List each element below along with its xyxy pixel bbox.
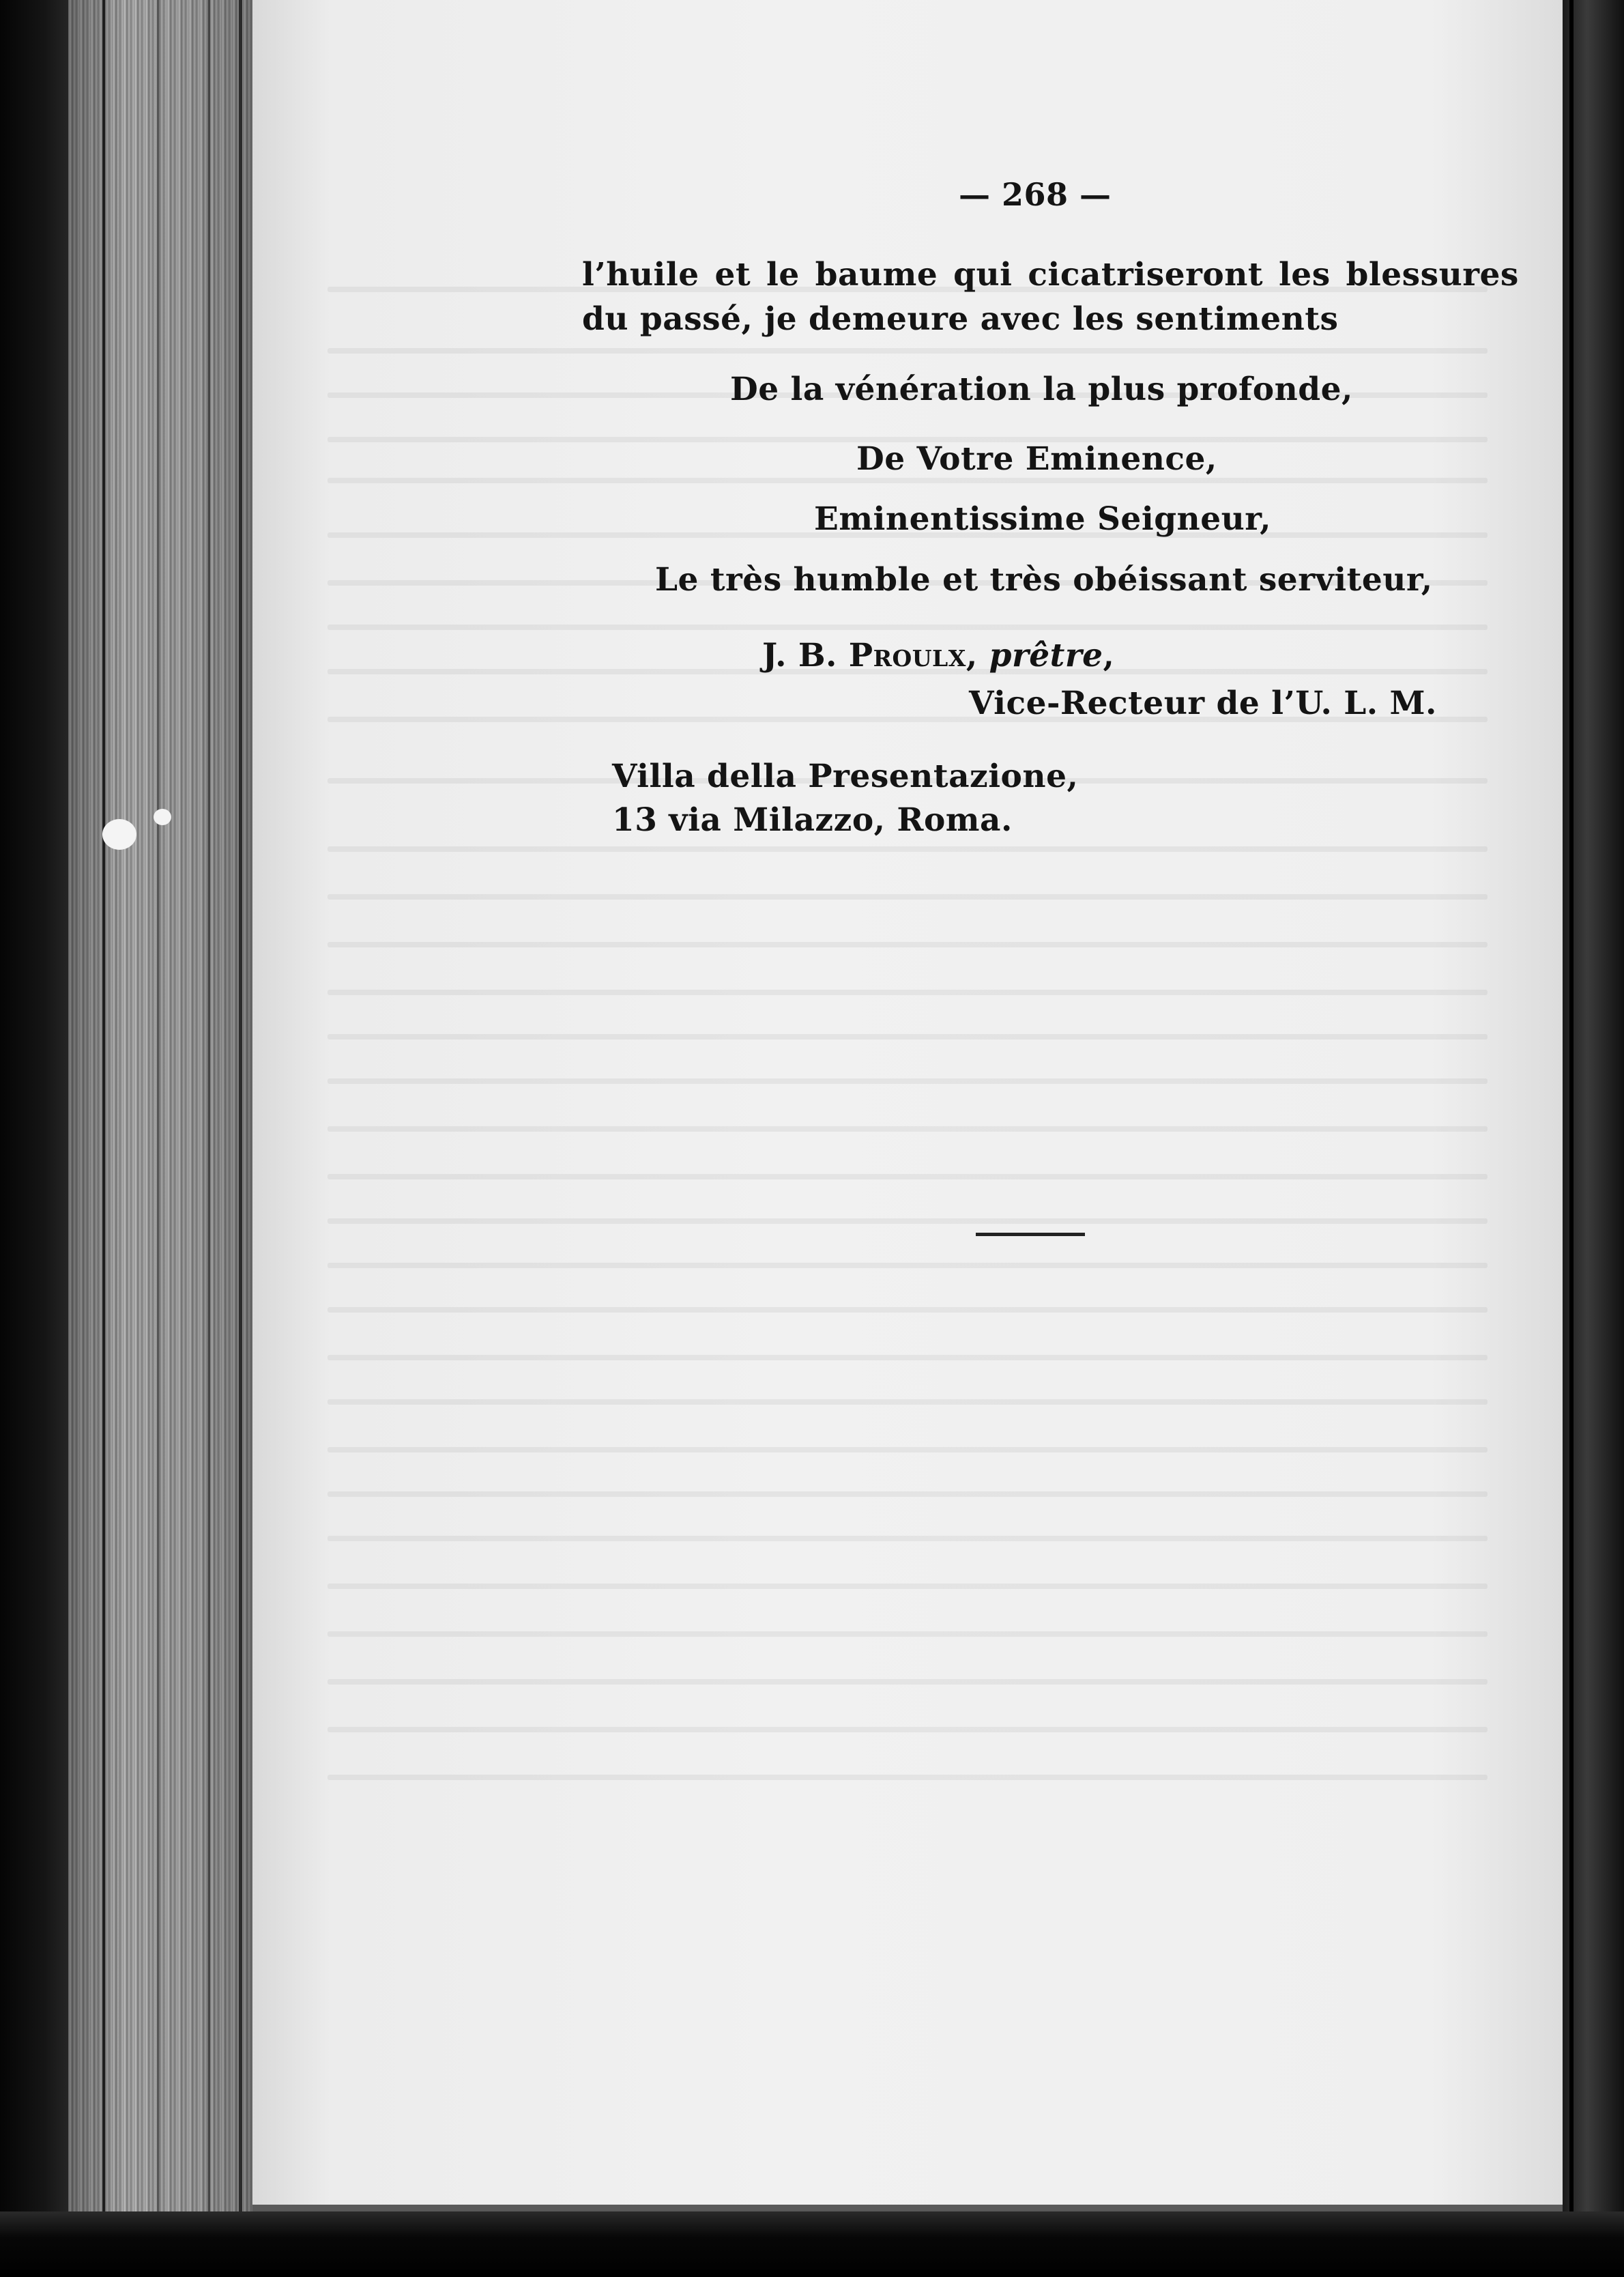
bottom-dark-band [0, 2211, 1624, 2277]
signature-separator: , [966, 637, 989, 674]
bleed-through [328, 1078, 1488, 1084]
bleed-through [328, 1218, 1488, 1224]
edge-line [208, 0, 210, 2218]
bleed-through [328, 1126, 1488, 1132]
bleed-through [328, 846, 1488, 852]
address-line: Villa della Presentazione, [612, 758, 1079, 795]
closing-line: De Votre Eminence, [856, 440, 1217, 478]
bleed-through [328, 1034, 1488, 1040]
page-number: — 268 — [959, 176, 1112, 213]
closing-line: De la vénération la plus profonde, [730, 371, 1353, 408]
bleed-through [328, 1536, 1488, 1541]
closing-line: Eminentissime Seigneur, [814, 500, 1272, 538]
bleed-through [328, 348, 1488, 354]
closing-line: Le très humble et très obéissant serviteur, [655, 561, 1433, 599]
text-line: du passé, je demeure avec les sentiments [582, 300, 1339, 338]
address-line: 13 via Milazzo, Roma. [612, 801, 1013, 839]
signature-role: prêtre [989, 637, 1103, 674]
speck [154, 809, 171, 825]
bleed-through [328, 894, 1488, 900]
signature-title: Vice-Recteur de l’U. L. M. [969, 685, 1437, 722]
bleed-through [328, 625, 1488, 630]
bleed-through [328, 1491, 1488, 1497]
bleed-through [328, 1584, 1488, 1589]
page-edges-shade [68, 0, 259, 2218]
book-binding [0, 0, 75, 2277]
bleed-through [328, 1727, 1488, 1732]
edge-line [239, 0, 242, 2218]
signature-end: , [1103, 637, 1115, 674]
signature-line [762, 637, 1114, 674]
bleed-through [328, 1355, 1488, 1360]
signature-initials: J. B. [762, 637, 849, 674]
text-line: l’huile et le baume qui cicatriseront les blessures [582, 256, 1519, 293]
bleed-through [328, 478, 1488, 483]
bleed-through [328, 1399, 1488, 1405]
speck [102, 819, 136, 850]
bleed-through [328, 1775, 1488, 1780]
bleed-through [328, 1631, 1488, 1637]
bleed-through [328, 1679, 1488, 1685]
bleed-through [328, 1263, 1488, 1268]
bleed-through [328, 990, 1488, 995]
right-page-edge [1569, 0, 1574, 2218]
signature-name: Proulx [848, 637, 966, 674]
bleed-through [328, 1307, 1488, 1313]
bleed-through [328, 1447, 1488, 1452]
end-rule [976, 1233, 1085, 1236]
bleed-through [328, 942, 1488, 947]
edge-line [157, 0, 159, 2218]
bleed-through [328, 1174, 1488, 1179]
edge-line [102, 0, 105, 2218]
